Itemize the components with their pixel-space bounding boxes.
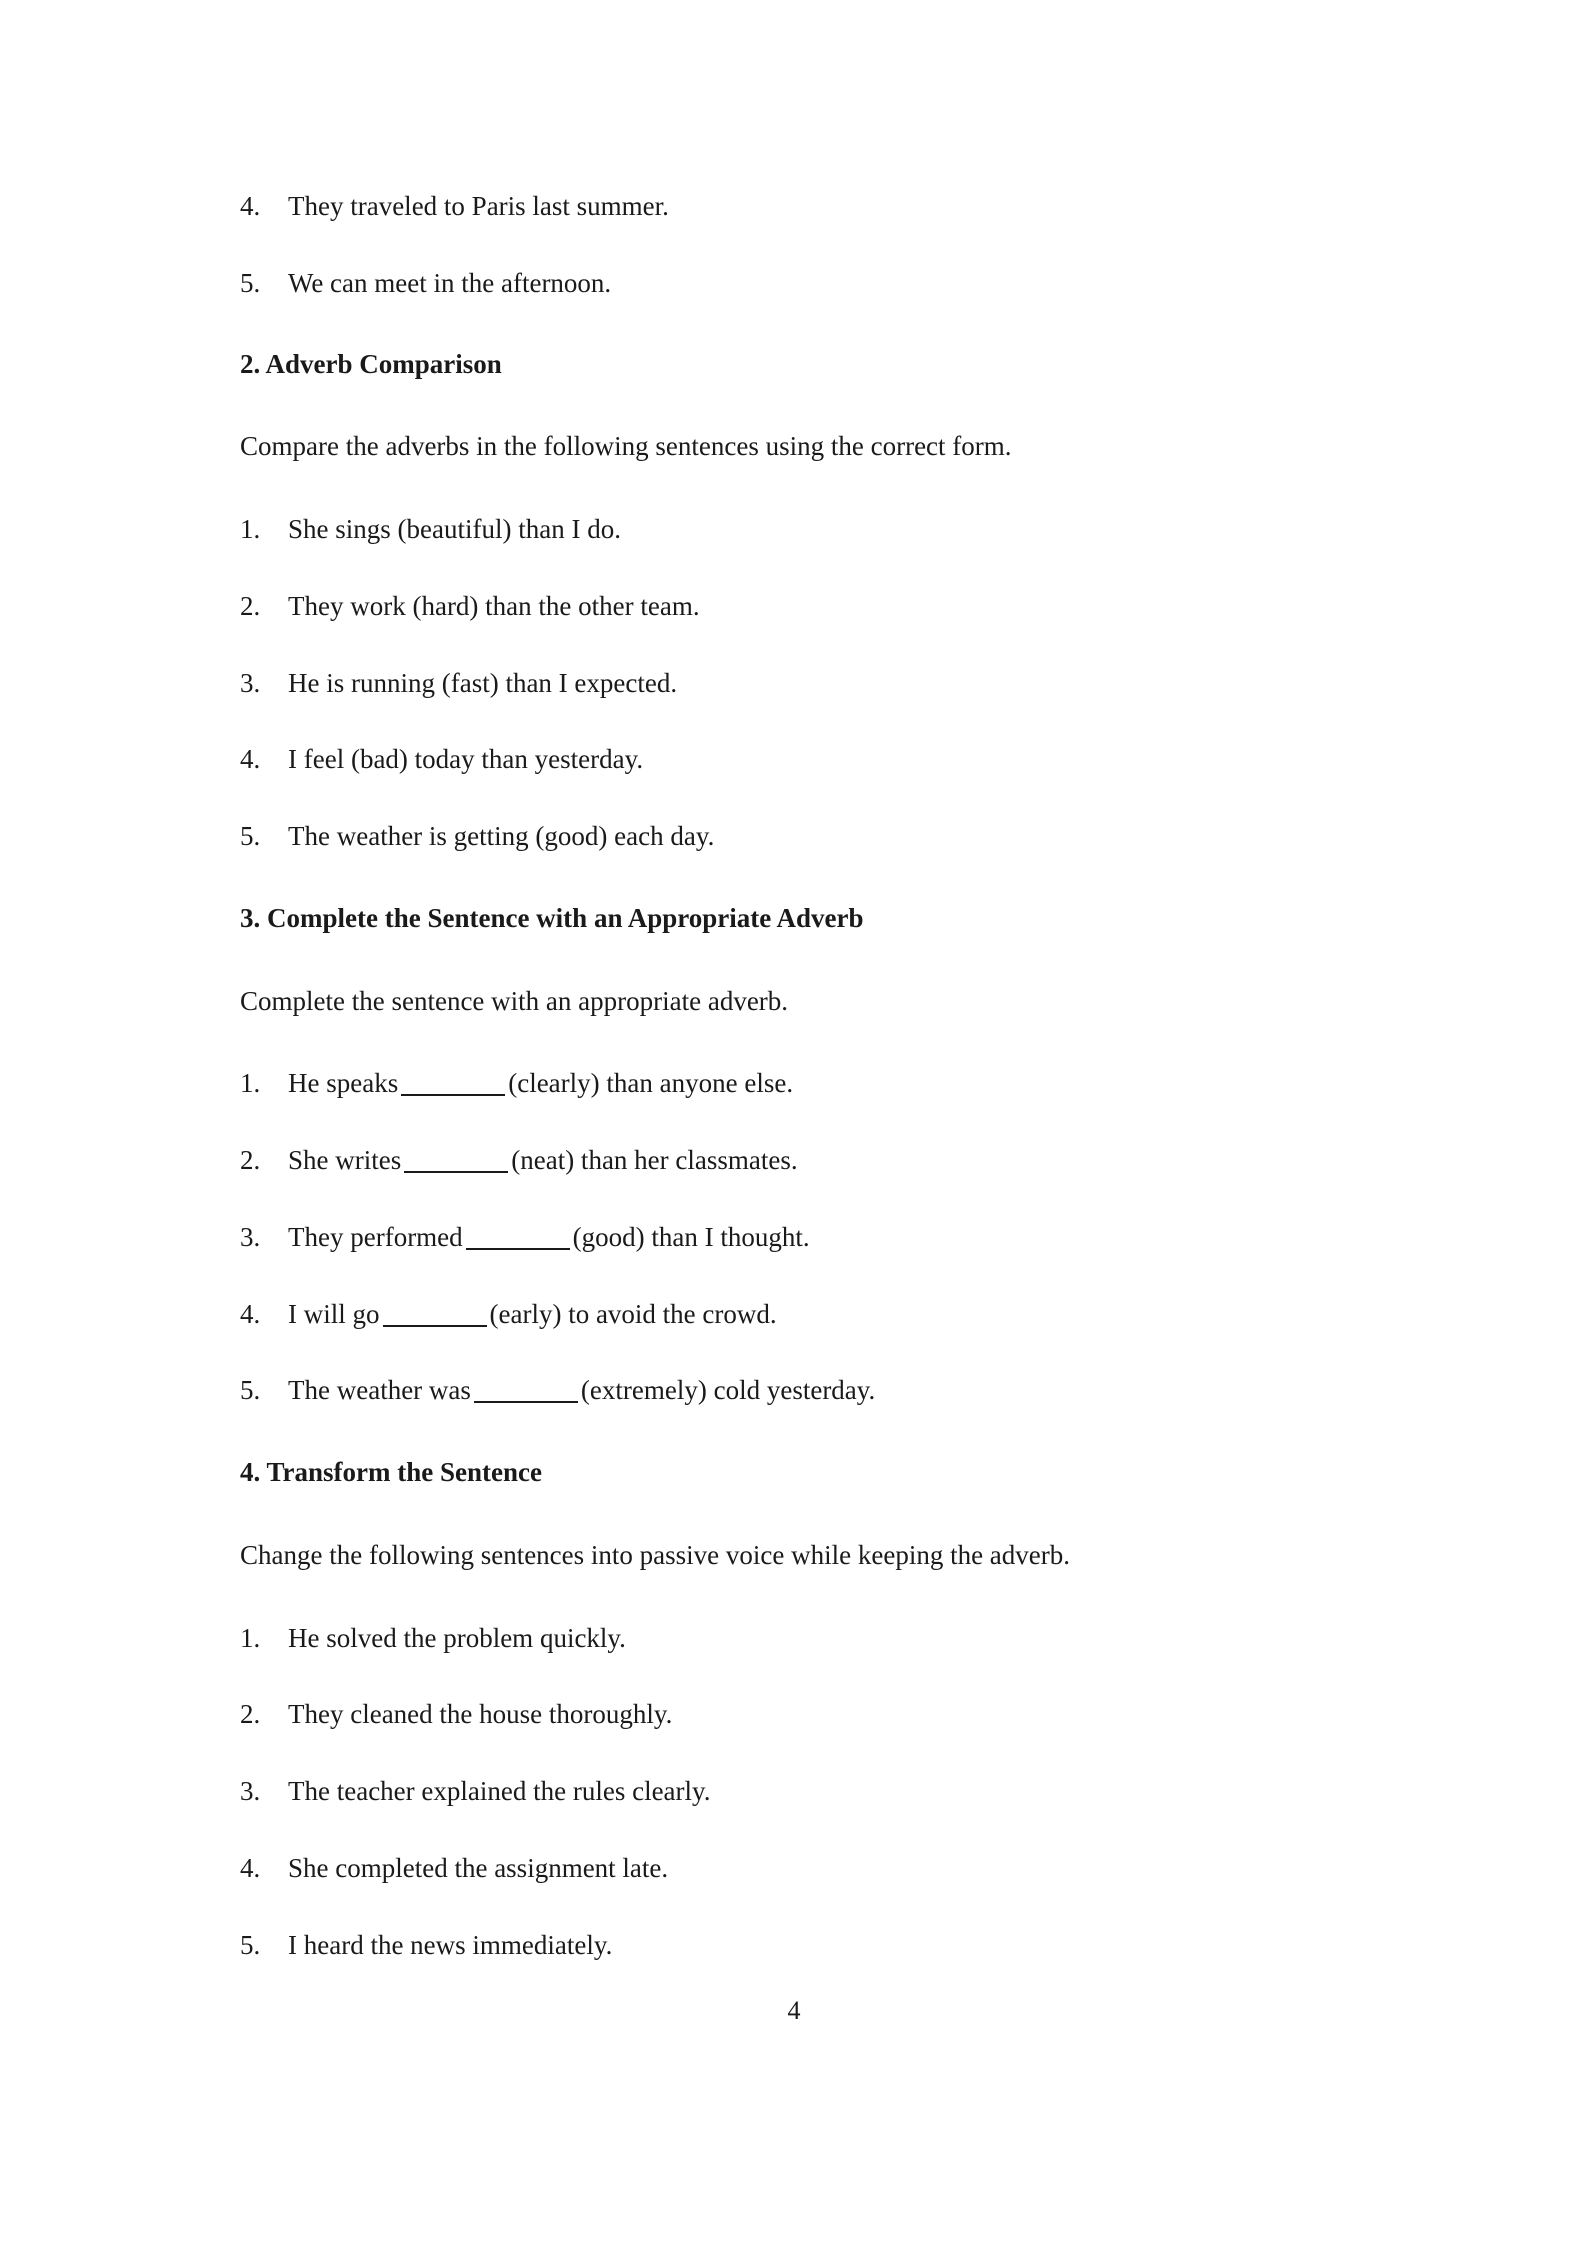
answer-blank[interactable] xyxy=(474,1401,578,1403)
list-item xyxy=(240,1144,1350,1178)
list-adverb-comparison xyxy=(240,513,1350,854)
list-item xyxy=(240,743,1350,777)
heading-adverb-comparison: 2. Adverb Comparison xyxy=(240,348,502,379)
spacer xyxy=(240,301,1350,348)
heading-complete-the-sentence: 3. Complete the Sentence with an Appropriate Adverb xyxy=(240,902,864,933)
continued-list-section-1 xyxy=(240,190,1350,301)
list-item-text: We can meet in the afternoon. xyxy=(288,267,612,298)
list-item-number: 3. xyxy=(240,1776,261,1806)
list-item-text: She completed the assignment late. xyxy=(288,1852,669,1883)
answer-blank[interactable] xyxy=(466,1248,570,1250)
spacer xyxy=(240,381,1350,430)
list-item-text-after-blank: (good) than I thought. xyxy=(572,1221,810,1252)
list-item-text-after-blank: (neat) than her classmates. xyxy=(511,1145,798,1175)
spacer xyxy=(240,1408,1350,1456)
spacer xyxy=(240,1573,1350,1622)
list-item-text-before-blank: She writes xyxy=(288,1145,402,1175)
page-number: 4 xyxy=(787,1996,801,2025)
spacer xyxy=(240,1490,1350,1539)
spacer xyxy=(240,1018,1350,1067)
list-item-number: 3. xyxy=(240,1221,261,1252)
list-item xyxy=(240,1298,1350,1332)
list-complete-the-sentence xyxy=(240,1067,1350,1408)
list-item-number: 2. xyxy=(240,590,261,621)
description-complete-the-sentence: Complete the sentence with an appropriate adverb. xyxy=(240,985,789,1016)
list-item-number: 4. xyxy=(240,191,261,221)
list-item-number: 5. xyxy=(240,1929,261,1960)
list-item xyxy=(240,1622,1350,1656)
heading-transform-the-sentence: 4. Transform the Sentence xyxy=(240,1457,542,1487)
list-item xyxy=(240,1067,1350,1101)
answer-blank[interactable] xyxy=(404,1171,508,1173)
list-item xyxy=(240,820,1350,854)
list-item-text: The teacher explained the rules clearly. xyxy=(288,1776,711,1806)
list-item xyxy=(240,590,1350,624)
spacer xyxy=(240,936,1350,985)
spacer xyxy=(240,854,1350,902)
list-item-number: 1. xyxy=(240,1622,261,1653)
list-item-text-after-blank: (extremely) cold yesterday. xyxy=(580,1375,876,1406)
list-item-number: 2. xyxy=(240,1699,261,1730)
list-item-text-before-blank: He speaks xyxy=(288,1068,399,1099)
list-item-number: 1. xyxy=(240,514,261,544)
list-item xyxy=(240,1698,1350,1732)
list-item-text: He is running (fast) than I expected. xyxy=(288,667,678,698)
list-item-number: 3. xyxy=(240,667,261,698)
list-item-text-before-blank: The weather was xyxy=(288,1375,471,1406)
list-item-text: The weather is getting (good) each day. xyxy=(288,821,715,851)
list-item-text: I heard the news immediately. xyxy=(288,1929,613,1960)
answer-blank[interactable] xyxy=(383,1325,487,1327)
list-item-text: He solved the problem quickly. xyxy=(288,1622,626,1653)
list-item-text-after-blank: (early) to avoid the crowd. xyxy=(489,1298,777,1329)
list-item-number: 5. xyxy=(240,267,261,298)
list-item-text-before-blank: I will go xyxy=(288,1298,380,1329)
description-transform-the-sentence: Change the following sentences into passive voice while keeping the adverb. xyxy=(240,1539,1071,1570)
list-item xyxy=(240,667,1350,701)
list-item xyxy=(240,513,1350,547)
spacer xyxy=(240,464,1350,513)
list-item-number: 4. xyxy=(240,1298,261,1329)
list-item-number: 5. xyxy=(240,1375,261,1406)
description-adverb-comparison: Compare the adverbs in the following sentences using the correct form. xyxy=(240,431,1012,462)
list-item-text: They work (hard) than the other team. xyxy=(288,590,700,621)
list-item-number: 4. xyxy=(240,1852,261,1883)
list-item xyxy=(240,190,1350,224)
list-item xyxy=(240,267,1350,301)
list-item-number: 5. xyxy=(240,821,261,851)
list-item xyxy=(240,1775,1350,1809)
list-item-number: 2. xyxy=(240,1145,261,1175)
list-item-text: They traveled to Paris last summer. xyxy=(288,191,669,221)
list-item xyxy=(240,1852,1350,1886)
list-item-text-before-blank: They performed xyxy=(288,1221,463,1252)
list-item-text: I feel (bad) today than yesterday. xyxy=(288,744,644,775)
list-item-text: They cleaned the house thoroughly. xyxy=(288,1699,673,1730)
answer-blank[interactable] xyxy=(401,1094,505,1096)
list-item-text-after-blank: (clearly) than anyone else. xyxy=(508,1068,794,1099)
list-item-text: She sings (beautiful) than I do. xyxy=(288,514,621,544)
list-item xyxy=(240,1221,1350,1255)
list-transform-the-sentence xyxy=(240,1622,1350,1963)
list-item xyxy=(240,1929,1350,1963)
list-item xyxy=(240,1374,1350,1408)
list-item-number: 4. xyxy=(240,744,261,775)
document-body xyxy=(240,190,1350,1962)
list-item-number: 1. xyxy=(240,1068,261,1099)
